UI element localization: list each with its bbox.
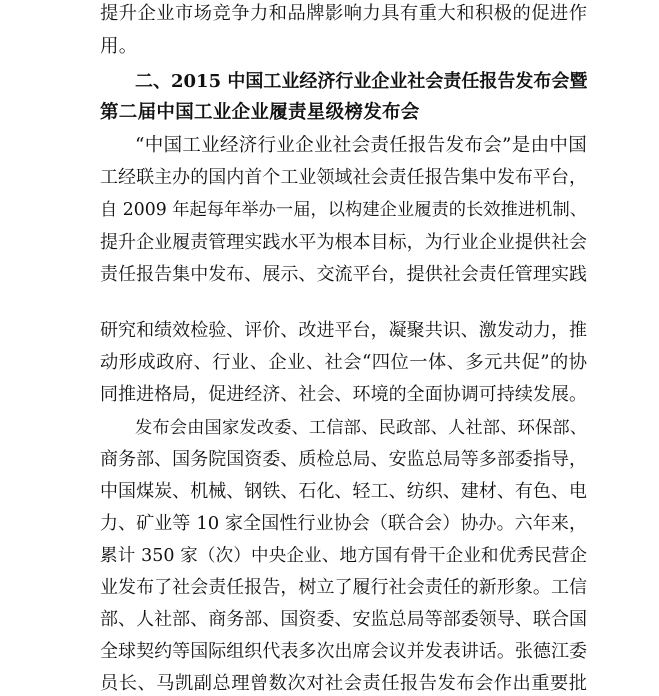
- paragraph-2-line-3: 中国煤炭、机械、钢铁、石化、轻工、纺织、建材、有色、电: [100, 481, 587, 502]
- paragraph-2-line-5: 累计 350 家（次）中央企业、地方国有骨干企业和优秀民营企: [100, 546, 587, 566]
- paragraph-2-line-9: 员长、马凯副总理曾数次对社会责任报告发布会作出重要批: [100, 673, 587, 694]
- section-heading-line-1: 二、2015 中国工业经济行业企业社会责任报告发布会暨: [135, 71, 588, 92]
- paragraph-2-line-4: 力、矿业等 10 家全国性行业协会（联合会）协办。六年来，: [100, 513, 587, 534]
- paragraph-2-line-7: 部、人社部、商务部、国资委、安监总局等部委领导、联合国: [100, 609, 587, 630]
- intro-line-1: 提升企业市场竞争力和品牌影响力具有重大和积极的促进作: [100, 3, 587, 24]
- paragraph-1-line-2: 工经联主办的国内首个工业领域社会责任报告集中发布平台，: [100, 167, 587, 188]
- paragraph-1-line-8: 同推进格局，促进经济、社会、环境的全面协调可持续发展。: [100, 384, 587, 405]
- intro-line-2: 用。: [100, 36, 138, 57]
- paragraph-2-line-2: 商务部、国务院国资委、质检总局、安监总局等多部委指导，: [100, 449, 587, 470]
- paragraph-1-line-3: 自 2009 年起每年举办一届，以构建企业履责的长效推进机制、: [100, 200, 587, 220]
- paragraph-1-line-4: 提升企业履责管理实践水平为根本目标，为行业企业提供社会: [100, 232, 587, 253]
- paragraph-2-line-1: 发布会由国家发改委、工信部、民政部、人社部、环保部、: [135, 418, 587, 438]
- paragraph-2-line-8: 全球契约等国际组织代表多次出席会议并发表讲话。张德江委: [100, 641, 587, 662]
- paragraph-1-line-1: “中国工业经济行业企业社会责任报告发布会”是由中国: [135, 135, 587, 156]
- paragraph-1-line-6: 研究和绩效检验、评价、改进平台，凝聚共识、激发动力，推: [100, 320, 587, 341]
- paragraph-1-line-7: 动形成政府、行业、企业、社会“四位一体、多元共促”的协: [100, 352, 587, 373]
- paragraph-2-line-6: 业发布了社会责任报告，树立了履行社会责任的新形象。工信: [100, 577, 587, 598]
- paragraph-1-line-5: 责任报告集中发布、展示、交流平台，提供社会责任管理实践: [100, 264, 587, 285]
- section-heading-line-2: 第二届中国工业企业履责星级榜发布会: [100, 102, 420, 123]
